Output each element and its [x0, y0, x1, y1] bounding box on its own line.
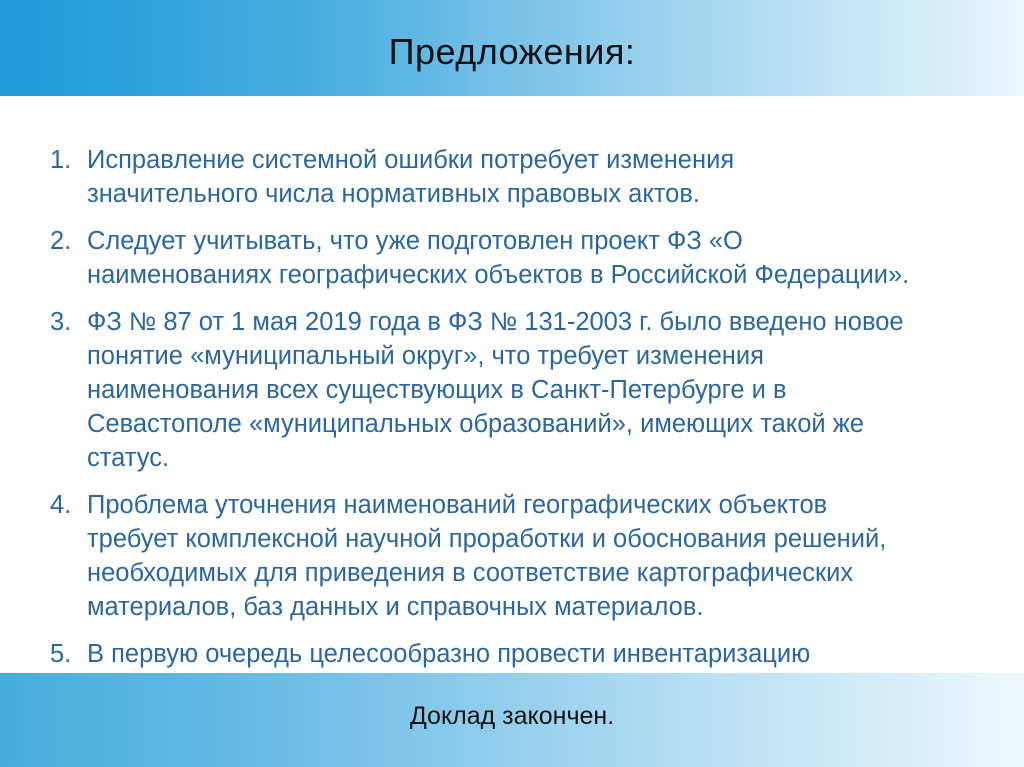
- item-number: 2.: [50, 227, 72, 255]
- list-item: [50, 305, 910, 475]
- list-item: [50, 488, 910, 624]
- item-number: 4.: [50, 491, 72, 519]
- item-text: ФЗ № 87 от 1 мая 2019 года в ФЗ № 131-2003 г. было введено новое понятие «муниципальный округ», что требует изменения наименования всех существующих в Санкт-Петербурге и в Севастополе «муниципальных образований», имеющих такой же статус.: [87, 308, 904, 472]
- list-item: [50, 637, 910, 671]
- item-number: 1.: [50, 146, 72, 174]
- item-number: 5.: [50, 640, 72, 668]
- item-text: В первую очередь целесообразно провести инвентаризацию: [87, 640, 811, 668]
- item-number: 3.: [50, 308, 72, 336]
- item-text: Проблема уточнения наименований географических объектов требует комплексной научной проработки и обоснования решений, необходимых для приведения в соответствие картографических материалов, баз данных и справочных материалов.: [87, 491, 887, 621]
- footer-text: Доклад закончен.: [409, 702, 615, 730]
- item-text: Следует учитывать, что уже подготовлен проект ФЗ «О наименованиях географических объектов в Российской Федерации».: [87, 227, 910, 289]
- slide-title: Предложения:: [388, 31, 636, 72]
- proposals-list: [50, 143, 910, 684]
- item-text: Исправление системной ошибки потребует изменения значительного числа нормативных правовых актов.: [87, 146, 735, 208]
- list-item: [50, 224, 910, 292]
- list-item: [50, 143, 910, 211]
